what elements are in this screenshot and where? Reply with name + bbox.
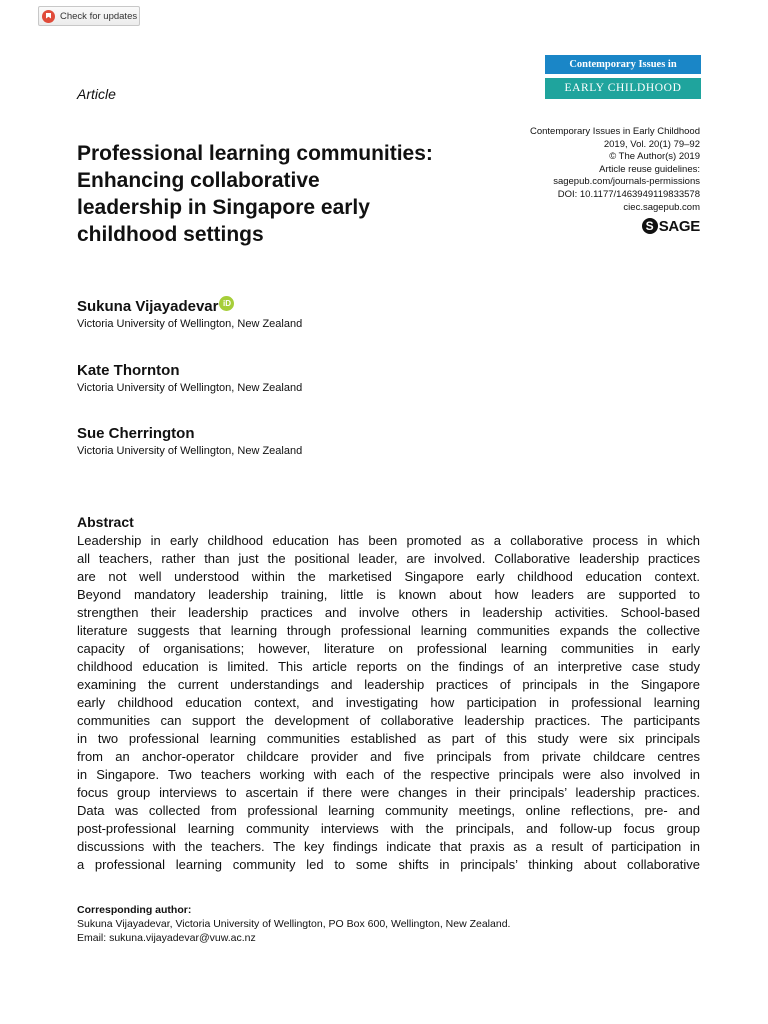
abstract-body <box>77 532 700 874</box>
abstract-line: all teachers, rather than just the positional leader, are involved. Collaborative leadership practices <box>77 551 700 566</box>
meta-copyright: © The Author(s) 2019 <box>609 151 700 163</box>
abstract-line: Data was collected from professional learning community meetings, online reflections, pre- and <box>77 803 700 818</box>
author-name <box>77 362 302 379</box>
abstract-line: focus group interviews to ascertain if there were changes in their principals’ leadership practices. <box>77 785 700 800</box>
abstract-line: post-professional learning community interviews with the principals, and follow-up focus group <box>77 821 700 836</box>
author-name-text: Kate Thornton <box>77 362 180 379</box>
orcid-icon[interactable]: iD <box>219 296 234 311</box>
article-type: Article <box>77 86 116 102</box>
author-affiliation: Victoria University of Wellington, New Zealand <box>77 382 303 394</box>
meta-permissions-link[interactable]: sagepub.com/journals-permissions <box>553 176 700 188</box>
author-3 <box>77 425 302 457</box>
title-line: leadership in Singapore early <box>77 196 370 219</box>
abstract-line: Leadership in early childhood education has been promoted as a collaborative process in which <box>77 533 700 548</box>
abstract-line: communities can support the development of collaborative leadership practices. The participants <box>77 713 700 728</box>
meta-journal: Contemporary Issues in Early Childhood <box>529 126 700 137</box>
corresponding-author-footnote <box>77 903 510 945</box>
meta-doi[interactable]: DOI: 10.1177/1463949119833578 <box>557 188 700 200</box>
meta-journal-url[interactable]: ciec.sagepub.com <box>623 201 700 213</box>
journal-logo <box>545 55 701 99</box>
author-name <box>77 298 302 315</box>
footnote-email[interactable]: Email: sukuna.vijayadevar@vuw.ac.nz <box>77 932 256 944</box>
footnote-heading: Corresponding author: <box>77 904 192 916</box>
bookmark-icon <box>42 10 55 23</box>
author-name-text: Sukuna Vijayadevar <box>77 298 219 315</box>
author-1 <box>77 298 302 330</box>
abstract-section <box>77 514 700 874</box>
title-line: Enhancing collaborative <box>77 169 320 192</box>
author-2 <box>77 362 302 394</box>
abstract-line: from an anchor-operator childcare provider and five principals from private childcare centres <box>77 749 700 764</box>
abstract-line: a professional learning community led to some shifts in principals’ thinking about collaborative <box>77 857 700 872</box>
abstract-line: in Singapore. Two teachers working with each of the respective principals were also involved in <box>77 767 700 782</box>
abstract-line: examining the current understandings and leadership practices of principals in the Singapore <box>77 677 700 692</box>
abstract-heading: Abstract <box>77 514 134 530</box>
journal-logo-bottom: EARLY CHILDHOOD <box>545 78 701 99</box>
abstract-line: Beyond mandatory leadership training, little is known about how leaders are supported to <box>77 587 700 602</box>
abstract-line: childhood education is limited. This article reports on the findings of an interpretive case study <box>77 659 700 674</box>
sage-logo <box>642 216 700 236</box>
check-for-updates-label: Check for updates <box>60 10 138 22</box>
abstract-line: capacity of organisations; however, literature on professional learning communities in early <box>77 641 700 656</box>
check-for-updates-button[interactable] <box>38 6 140 26</box>
meta-volume: 2019, Vol. 20(1) 79–92 <box>603 138 700 150</box>
author-name <box>77 425 302 442</box>
abstract-line: literature suggests that learning through professional learning communities expands the collective <box>77 623 700 638</box>
title-line: Professional learning communities: <box>77 142 433 165</box>
abstract-line: are not well understood within the marketised Singapore early childhood education context. <box>77 569 700 584</box>
meta-reuse-label: Article reuse guidelines: <box>599 163 700 175</box>
author-affiliation: Victoria University of Wellington, New Zealand <box>77 445 303 457</box>
author-affiliation: Victoria University of Wellington, New Zealand <box>77 318 303 330</box>
article-title <box>77 140 517 248</box>
abstract-line: discussions with the teachers. The key findings indicate that praxis as a result of participation in <box>77 839 700 854</box>
abstract-line: in two professional learning communities established as part of this study were six principals <box>77 731 700 746</box>
sage-mark-icon: S <box>642 218 658 234</box>
abstract-line: early childhood education context, and investigating how participation in professional learning <box>77 695 700 710</box>
abstract-line: strengthen their leadership practices and involve others in leadership activities. School-based <box>77 605 700 620</box>
title-line: childhood settings <box>77 223 264 246</box>
footnote-address: Sukuna Vijayadevar, Victoria University of Wellington, PO Box 600, Wellington, New Zealand. <box>77 918 511 930</box>
author-name-text: Sue Cherrington <box>77 425 195 442</box>
sage-name: SAGE <box>658 217 700 235</box>
journal-logo-top: Contemporary Issues in <box>545 55 701 74</box>
